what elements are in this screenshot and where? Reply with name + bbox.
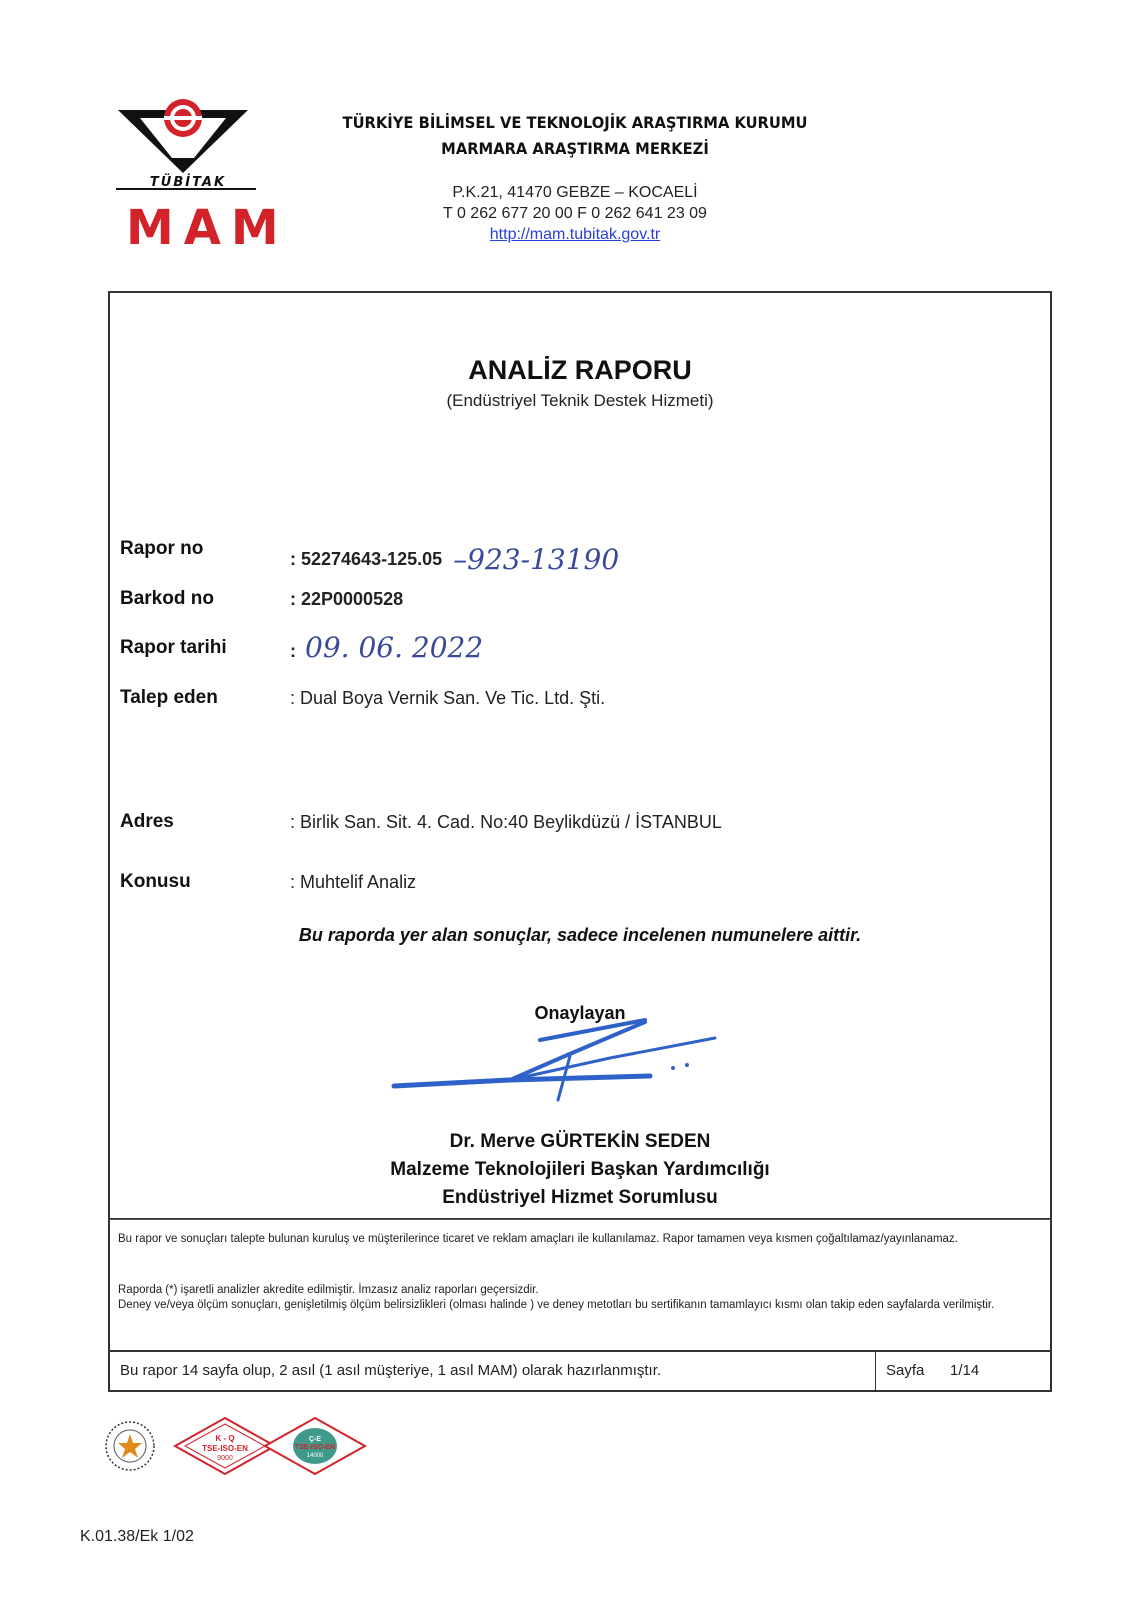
approver-block [108, 1128, 1052, 1212]
handwritten-report-suffix: –923-13190 [453, 543, 620, 576]
certification-seals [100, 1410, 370, 1487]
badge2-top: Ç-E [308, 1436, 322, 1443]
field-label-subject: Konusu [120, 871, 191, 892]
phone-fax: T 0 262 677 20 00 F 0 262 641 23 09 [443, 205, 707, 222]
page-number: 1/14 [950, 1362, 980, 1379]
postal-address: P.K.21, 41470 GEBZE – KOCAELİ [452, 184, 698, 201]
field-label-requester: Talep eden [120, 687, 218, 708]
handwritten-date: 09. 06. 2022 [305, 631, 484, 664]
badge2-bot: 14000 [306, 1453, 324, 1459]
field-value-address: : Birlik San. Sit. 4. Cad. No:40 Beylikdüzü / İSTANBUL [290, 812, 722, 832]
approver-heading: Onaylayan [534, 1003, 626, 1023]
results-disclaimer: Bu raporda yer alan sonuçlar, sadece incelenen numunelere aittir. [298, 925, 862, 945]
certification-badges-icon [100, 1410, 370, 1482]
badge1-top: K - Q [215, 1434, 235, 1443]
org-name-line1: TÜRKİYE BİLİMSEL VE TEKNOLOJİK ARAŞTIRMA KURUMU [342, 113, 808, 132]
report-subtitle: (Endüstriyel Teknik Destek Hizmeti) [446, 391, 714, 410]
field-value-subject: : Muhtelif Analiz [290, 872, 417, 892]
approver-title-2: Endüstriyel Hizmet Sorumlusu [442, 1187, 718, 1208]
report-title: ANALİZ RAPORU [468, 355, 692, 385]
website-link[interactable]: http://mam.tubitak.gov.tr [489, 226, 661, 243]
footnote-usage: Bu rapor ve sonuçları talepte bulunan kuruluş ve müşterilerince ticaret ve reklam amaçları ile kullanılamaz. Rapor tamamen veya kısmen çoğaltılamaz/yayınlanamaz. [118, 1233, 958, 1245]
approver-name: Dr. Merve GÜRTEKİN SEDEN [449, 1131, 711, 1152]
field-label-report-no: Rapor no [120, 538, 204, 559]
field-label-barcode: Barkod no [120, 588, 214, 609]
footnote-accreditation: Raporda (*) işaretli analizler akredite edilmiştir. İmzasız analiz raporları geçersizdir. [118, 1284, 539, 1296]
page-label: Sayfa [886, 1362, 925, 1379]
field-value-report-no: : 52274643-125.05 –923-13190 [290, 543, 620, 576]
field-label-address: Adres [120, 811, 174, 832]
page-info-divider [875, 1352, 876, 1390]
field-label-report-date: Rapor tarihi [120, 637, 227, 658]
footnote-uncertainty: Deney ve/veya ölçüm sonuçları, genişletilmiş ölçüm belirsizlikleri (olması halinde ) ve deney metotları bu sertifikanın tamamlayıcı kısmı olan takip eden sayfalarda verilmiştir. [118, 1299, 995, 1311]
field-value-report-date: : 09. 06. 2022 [290, 631, 484, 664]
badge1-bot: 9000 [217, 1455, 233, 1462]
logo-mam-text: MAM [126, 200, 289, 256]
signature-icon [390, 1018, 730, 1118]
field-value-requester: : Dual Boya Vernik San. Ve Tic. Ltd. Şti. [290, 688, 606, 708]
pages-note: Bu rapor 14 sayfa olup, 2 asıl (1 asıl müşteriye, 1 asıl MAM) olarak hazırlanmıştır. [120, 1362, 662, 1379]
logo-emblem-icon [108, 88, 258, 188]
approver-title-1: Malzeme Teknolojileri Başkan Yardımcılığı [390, 1159, 770, 1180]
badge2-mid: TSE-ISO-EN [294, 1444, 336, 1451]
logo-tubitak-text: TÜBİTAK [149, 175, 227, 190]
org-name-line2: MARMARA ARAŞTIRMA MERKEZİ [441, 139, 709, 158]
form-code: K.01.38/Ek 1/02 [80, 1528, 194, 1545]
header-info [280, 110, 870, 245]
tubitak-mam-logo [108, 88, 289, 263]
field-value-barcode: : 22P0000528 [290, 589, 404, 609]
badge1-mid: TSE-ISO-EN [202, 1444, 248, 1453]
